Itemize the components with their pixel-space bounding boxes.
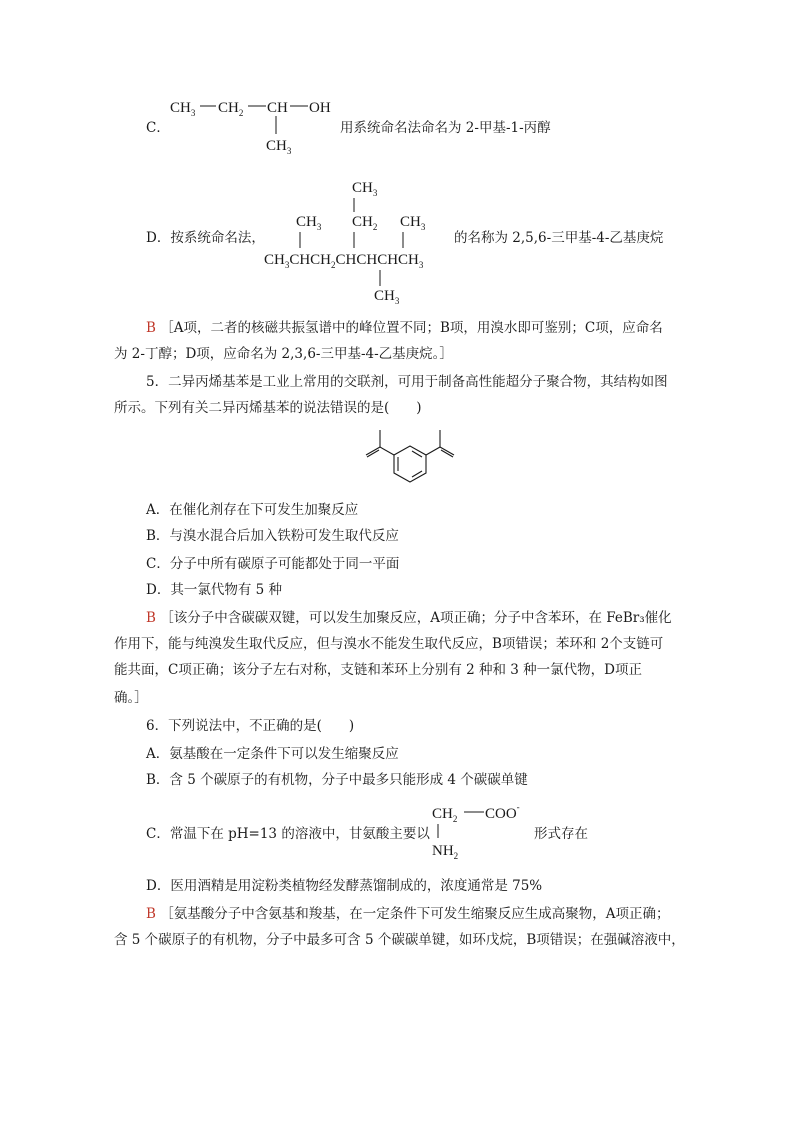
q6-option-b: B．含 5 个碳原子的有机物，分子中最多只能形成 4 个碳碳单键 — [146, 772, 528, 788]
q4-option-c-label: C． — [146, 120, 170, 136]
q6-option-d: D．医用酒精是用淀粉类植物经发酵蒸馏制成的，浓度通常是 75% — [146, 878, 543, 894]
svg-text:CH3CHCH2CHCHCHCH3: $CH_3CHCH_2CHCHCHCH_3$ — [264, 252, 424, 270]
svg-text:CH2: $CH_2$ — [218, 100, 244, 118]
q5-option-c: C．分子中所有碳原子可能都处于同一平面 — [146, 556, 400, 572]
q6-answer-letter: B — [146, 906, 156, 922]
q4-answer-line-1 — [146, 318, 663, 338]
svg-text:CH3: $CH_3$ — [296, 214, 322, 232]
c-branch-ch3: CH — [266, 138, 287, 154]
q6-answer-line-1 — [146, 904, 669, 924]
q5-stem-2: 所示。下列有关二异丙烯基苯的说法错误的是( ) — [114, 400, 422, 416]
q4-explanation-2: 为 2-丁醇；D项，应命名为 2,3,6-三甲基-4-乙基庚烷。］ — [114, 346, 453, 362]
svg-text:CH3: $CH_3$ — [400, 214, 426, 232]
c-ch: CH — [267, 100, 288, 116]
q4-option-c-text: 用系统命名法命名为 2-甲基-1-丙醇 — [340, 120, 551, 136]
q5-option-b: B．与溴水混合后加入铁粉可发生取代反应 — [146, 528, 399, 544]
c-oh: OH — [309, 100, 331, 116]
svg-text:CH2: $CH_2$ — [432, 806, 458, 824]
q4-c-structure — [166, 92, 338, 160]
q6-explanation-2: 含 5 个碳原子的有机物，分子中最多可含 5 个碳碳单键，如环戊烷，B项错误；在强碱溶液中， — [114, 932, 685, 948]
q6-option-c-post: 形式存在 — [534, 826, 588, 842]
q5-explanation-2: 作用下，能与纯溴发生取代反应，但与溴水不能发生取代反应，B项错误；苯环和 2个支链可 — [114, 636, 664, 652]
svg-text:CH3: $CH_3$ — [170, 100, 196, 118]
q4-explanation-1: ［A项，二者的核磁共振氢谱中的峰位置不同；B项，用溴水即可鉴别；C项，应命名 — [160, 320, 663, 336]
q4-option-d-text: 的名称为 2,5,6-三甲基-4-乙基庚烷 — [454, 230, 664, 246]
q4-option-d-label: D．按系统命名法， — [146, 230, 265, 246]
c-ch3: CH — [170, 100, 191, 116]
q5-explanation-3: 能共面，C项正确；该分子左右对称，支链和苯环上分别有 2 种和 3 种一氯代物，D项正 — [114, 662, 642, 678]
svg-text:NH2: $NH_2$ — [432, 843, 459, 861]
q6-option-c-pre: C．常温下在 pH=13 的溶液中，甘氨酸主要以 — [146, 826, 430, 842]
q5-stem-1: 5．二异丙烯基苯是工业上常用的交联剂，可用于制备高性能超分子聚合物，其结构如图 — [146, 374, 668, 390]
q6-option-a: A．氨基酸在一定条件下可以发生缩聚反应 — [146, 746, 399, 762]
q6-explanation-1: ［氨基酸分子中含氨基和羧基，在一定条件下可发生缩聚反应生成高聚物，A项正确； — [160, 906, 670, 922]
q5-option-d: D．其一氯代物有 5 种 — [146, 582, 282, 598]
svg-text:CH3: $CH_3$ — [352, 180, 378, 198]
svg-text:CH3: $CH_3$ — [266, 138, 292, 156]
q5-option-a: A．在催化剂存在下可发生加聚反应 — [146, 502, 359, 518]
q4-answer-letter: B — [146, 320, 156, 336]
svg-text:CH3: $CH_3$ — [374, 288, 400, 306]
q5-answer-line-1 — [146, 608, 672, 628]
q5-answer-letter: B — [146, 610, 156, 626]
q4-d-structure — [262, 172, 458, 306]
svg-text:CH2: $CH_2$ — [352, 214, 378, 232]
q5-explanation-1: ［该分子中含碳碳双键，可以发生加聚反应，A项正确；分子中含苯环，在 FeBr₃催化 — [160, 610, 672, 626]
q5-explanation-4: 确。］ — [114, 690, 148, 706]
svg-text:COO-: COO- — [485, 802, 520, 822]
q6-glycine-structure — [428, 800, 538, 864]
c-ch2: CH — [218, 100, 239, 116]
q6-stem: 6．下列说法中，不正确的是( ) — [146, 718, 355, 734]
q5-molecule-diagram — [360, 424, 460, 494]
